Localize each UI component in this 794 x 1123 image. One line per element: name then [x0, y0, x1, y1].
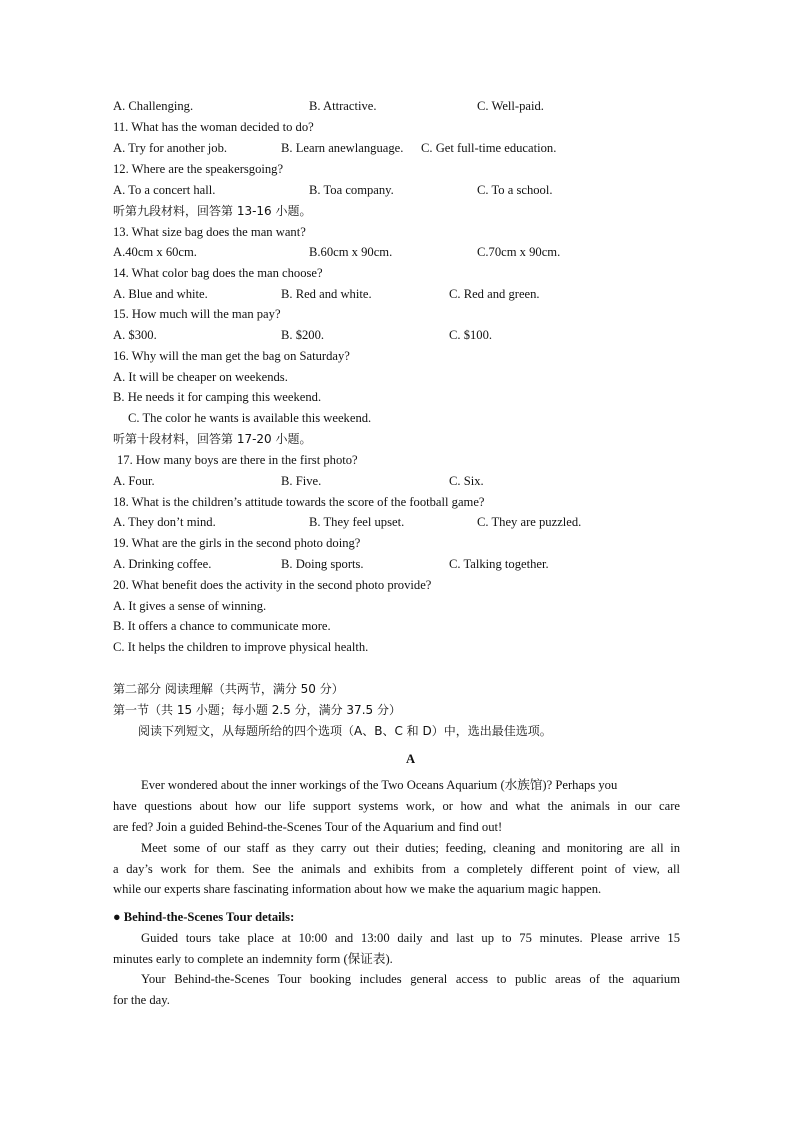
- q18-option-c: C. They are puzzled.: [477, 515, 582, 529]
- paragraph-3-line-2: minutes early to complete an indemnity form (保证表).: [113, 952, 393, 966]
- q11-option-b: B. Learn anewlanguage.: [281, 141, 404, 155]
- q11-option-a: A. Try for another job.: [113, 141, 228, 155]
- q20-question: 20. What benefit does the activity in the second photo provide?: [113, 578, 432, 592]
- q20-option-a: A. It gives a sense of winning.: [113, 599, 267, 613]
- tour-details-heading: ● Behind-the-Scenes Tour details:: [113, 910, 295, 924]
- section-10-heading: 听第十段材料，回答第 17-20 小题。: [113, 432, 312, 446]
- paragraph-4-line-1: Your Behind-the-Scenes Tour booking includes general access to public areas of the aquarium: [141, 972, 680, 986]
- q15-option-c: C. $100.: [449, 328, 493, 342]
- q19-option-c: C. Talking together.: [449, 557, 549, 571]
- q19-option-a: A. Drinking coffee.: [113, 557, 212, 571]
- q12-option-b: B. Toa company.: [309, 183, 394, 197]
- q20-option-c: C. It helps the children to improve physical health.: [113, 640, 369, 654]
- q16-option-c: C. The color he wants is available this weekend.: [128, 411, 372, 425]
- paragraph-2-line-3: while our experts share fascinating information about how we make the aquarium magic happen.: [113, 882, 602, 896]
- paragraph-2-line-2: a day’s work for them. See the animals and exhibits from a completely different point of view, all: [113, 862, 680, 876]
- q18-option-b: B. They feel upset.: [309, 515, 405, 529]
- q15-question: 15. How much will the man pay?: [113, 307, 281, 321]
- q16-question: 16. Why will the man get the bag on Saturday?: [113, 349, 350, 363]
- q13-question: 13. What size bag does the man want?: [113, 225, 306, 239]
- q17-option-b: B. Five.: [281, 474, 322, 488]
- q12-option-c: C. To a school.: [477, 183, 553, 197]
- q15-option-b: B. $200.: [281, 328, 325, 342]
- q19-question: 19. What are the girls in the second photo doing?: [113, 536, 361, 550]
- q18-question: 18. What is the children’s attitude towards the score of the football game?: [113, 495, 485, 509]
- paragraph-1-line-1: Ever wondered about the inner workings of the Two Oceans Aquarium (水族馆)? Perhaps you: [141, 778, 618, 792]
- q10-option-b: B. Attractive.: [309, 99, 377, 113]
- q11-option-c: C. Get full-time education.: [421, 141, 557, 155]
- q14-option-a: A. Blue and white.: [113, 287, 208, 301]
- section-9-heading: 听第九段材料，回答第 13-16 小题。: [113, 204, 312, 218]
- q18-option-a: A. They don’t mind.: [113, 515, 216, 529]
- q12-option-a: A. To a concert hall.: [113, 183, 216, 197]
- q19-option-b: B. Doing sports.: [281, 557, 364, 571]
- q15-option-a: A. $300.: [113, 328, 157, 342]
- q17-option-c: C. Six.: [449, 474, 484, 488]
- q13-option-c: C.70cm x 90cm.: [477, 245, 561, 259]
- q20-option-b: B. It offers a chance to communicate more.: [113, 619, 331, 633]
- part-two-title: 第二部分 阅读理解（共两节，满分 50 分）: [113, 682, 344, 696]
- paragraph-2-line-1: Meet some of our staff as they carry out their duties; feeding, cleaning and monitoring are all in: [141, 841, 680, 855]
- q14-question: 14. What color bag does the man choose?: [113, 266, 323, 280]
- q16-option-b: B. He needs it for camping this weekend.: [113, 390, 322, 404]
- q11-question: 11. What has the woman decided to do?: [113, 120, 314, 134]
- section-one-title: 第一节（共 15 小题；每小题 2.5 分，满分 37.5 分）: [113, 703, 401, 717]
- q17-question: 17. How many boys are there in the first photo?: [117, 453, 358, 467]
- q10-option-a: A. Challenging.: [113, 99, 194, 113]
- q17-option-a: A. Four.: [113, 474, 155, 488]
- q13-option-b: B.60cm x 90cm.: [309, 245, 393, 259]
- q12-question: 12. Where are the speakersgoing?: [113, 162, 284, 176]
- q10-option-c: C. Well-paid.: [477, 99, 544, 113]
- reading-instruction: 阅读下列短文，从每题所给的四个选项（A、B、C 和 D）中，选出最佳选项。: [138, 724, 552, 738]
- paragraph-1-line-3: are fed? Join a guided Behind-the-Scenes Tour of the Aquarium and find out!: [113, 820, 503, 834]
- q14-option-c: C. Red and green.: [449, 287, 540, 301]
- q16-option-a: A. It will be cheaper on weekends.: [113, 370, 288, 384]
- q14-option-b: B. Red and white.: [281, 287, 372, 301]
- paragraph-1-line-2: have questions about how our life support systems work, or how and what the animals in our care: [113, 799, 680, 813]
- q13-option-a: A.40cm x 60cm.: [113, 245, 197, 259]
- paragraph-3-line-1: Guided tours take place at 10:00 and 13:00 daily and last up to 75 minutes. Please arrive 15: [141, 931, 680, 945]
- paragraph-4-line-2: for the day.: [113, 993, 170, 1007]
- passage-label: A: [406, 752, 416, 766]
